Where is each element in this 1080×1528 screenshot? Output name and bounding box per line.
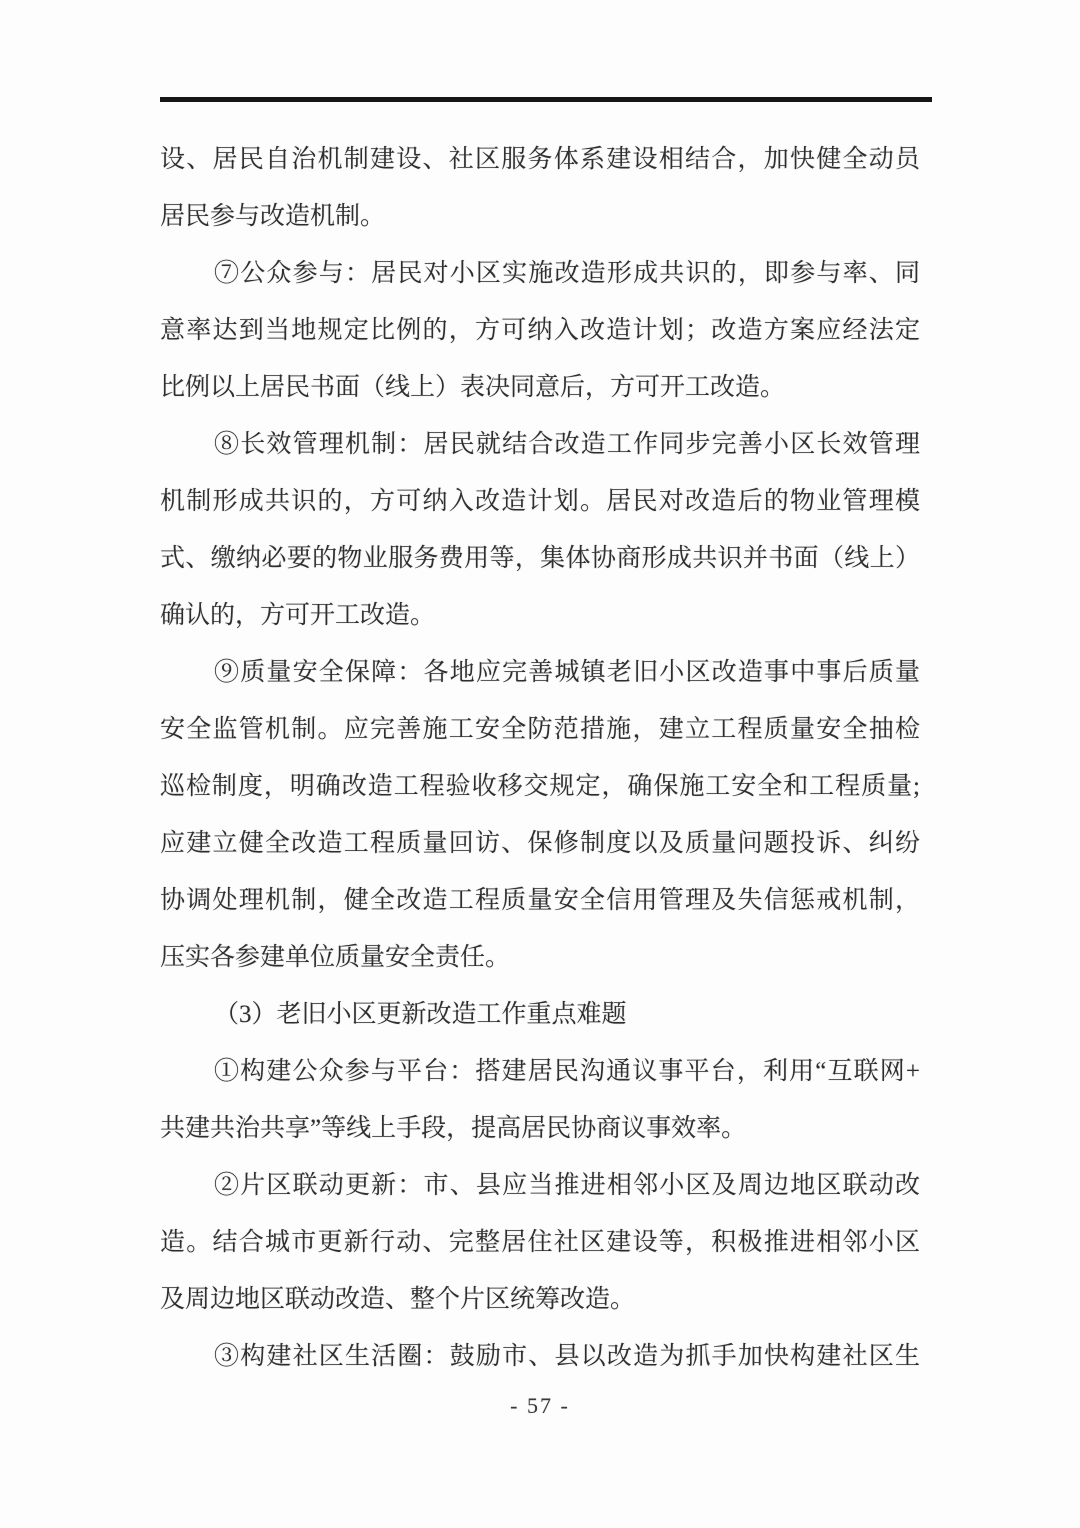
text-line: 确认的，方可开工改造。: [160, 602, 436, 629]
text-line: 式、缴纳必要的物业服务费用等，集体协商形成共识并书面（线上）: [160, 545, 920, 572]
text-line: 居民参与改造机制。: [160, 203, 386, 230]
text-line: 压实各参建单位质量安全责任。: [160, 944, 511, 971]
text-line: 造。结合城市更新行动、完整居住社区建设等，积极推进相邻小区: [160, 1229, 920, 1256]
text-line: 设、居民自治机制建设、社区服务体系建设相结合，加快健全动员: [160, 146, 920, 173]
text-line: 巡检制度，明确改造工程验收移交规定，确保施工安全和工程质量;: [160, 773, 920, 800]
text-line: 及周边地区联动改造、整个片区统筹改造。: [160, 1286, 636, 1313]
text-line section-heading: （3）老旧小区更新改造工作重点难题: [214, 1001, 627, 1028]
text-line: 比例以上居民书面（线上）表决同意后，方可开工改造。: [160, 374, 786, 401]
text-line: 协调处理机制，健全改造工程质量安全信用管理及失信惩戒机制，: [160, 887, 920, 914]
text-line: ①构建公众参与平台：搭建居民沟通议事平台，利用“互联网+: [214, 1058, 920, 1085]
text-line: ⑦公众参与：居民对小区实施改造形成共识的，即参与率、同: [214, 260, 920, 287]
text-line: 安全监管机制。应完善施工安全防范措施，建立工程质量安全抽检: [160, 716, 920, 743]
text-line: ③构建社区生活圈：鼓励市、县以改造为抓手加快构建社区生: [214, 1343, 920, 1370]
page-number: - 57 -: [510, 1393, 570, 1418]
text-line: ⑧长效管理机制：居民就结合改造工作同步完善小区长效管理: [214, 431, 920, 458]
text-line: 应建立健全改造工程质量回访、保修制度以及质量问题投诉、纠纷: [160, 830, 920, 857]
text-line: 共建共治共享”等线上手段，提高居民协商议事效率。: [160, 1115, 747, 1142]
text-line: ⑨质量安全保障：各地应完善城镇老旧小区改造事中事后质量: [214, 659, 920, 686]
document-body: [160, 131, 920, 1385]
text-line: ②片区联动更新：市、县应当推进相邻小区及周边地区联动改: [214, 1172, 920, 1199]
text-line: 机制形成共识的，方可纳入改造计划。居民对改造后的物业管理模: [160, 488, 920, 515]
text-line: 意率达到当地规定比例的，方可纳入改造计划；改造方案应经法定: [160, 317, 920, 344]
header-rule: [160, 97, 932, 102]
